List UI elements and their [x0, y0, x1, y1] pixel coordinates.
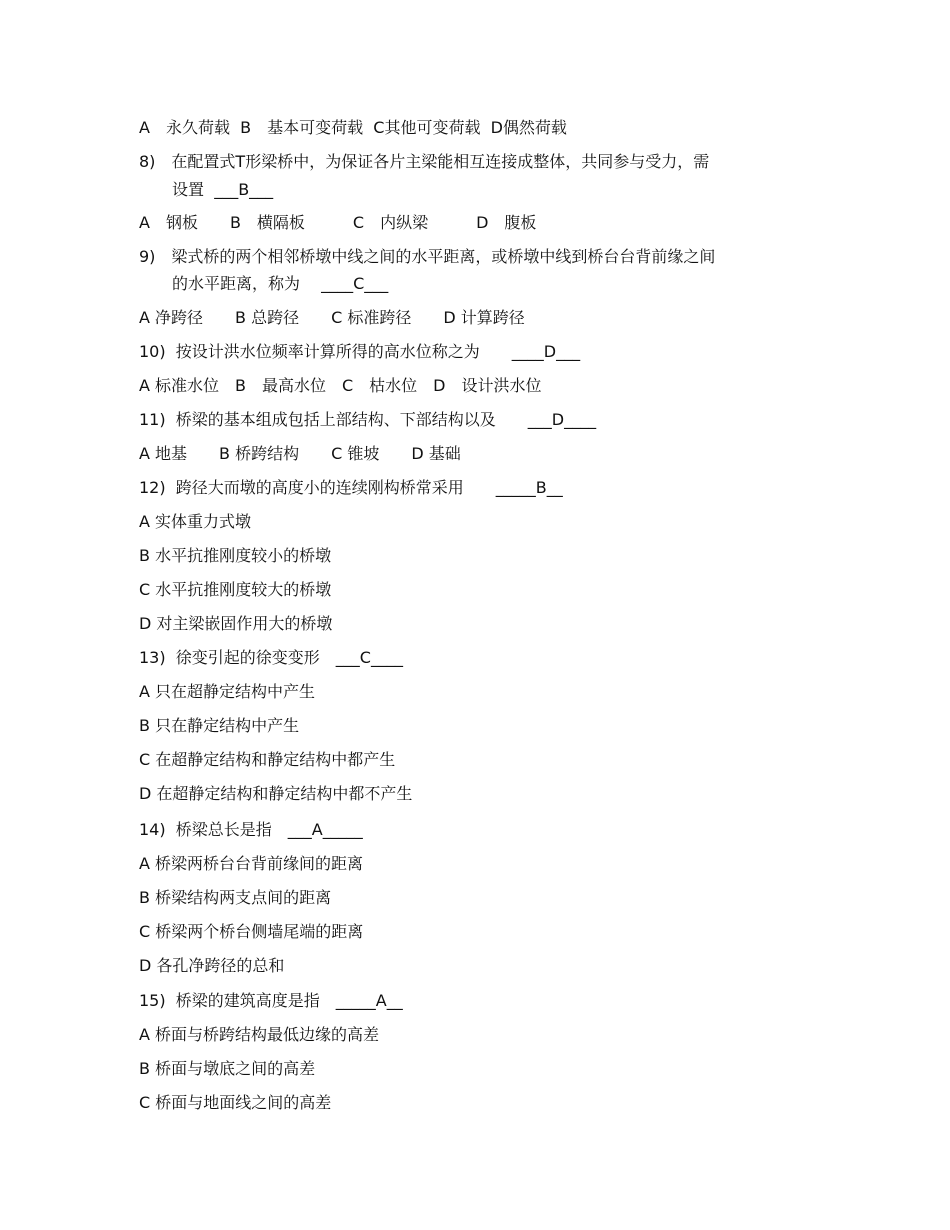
question-14-option-a: A 桥梁两桥台台背前缘间的距离: [139, 854, 364, 873]
question-9-answer: ____C___: [321, 274, 389, 293]
question-12-option-c: C 水平抗推刚度较大的桥墩: [139, 580, 332, 599]
question-13-option-a: A 只在超静定结构中产生: [139, 682, 316, 701]
question-11-answer: ___D____: [527, 410, 597, 429]
question-13-text: 13) 徐变引起的徐变变形: [139, 648, 320, 667]
question-9-options: A 净跨径 B 总跨径 C 标准跨径 D 计算跨径: [139, 308, 525, 327]
question-15-text: 15) 桥梁的建筑高度是指: [139, 991, 320, 1010]
question-15-answer: _____A__: [335, 991, 403, 1010]
question-10-answer: ____D___: [511, 342, 581, 361]
question-15: [139, 991, 403, 1011]
question-15-option-c: C 桥面与地面线之间的高差: [139, 1093, 332, 1112]
question-14-option-c: C 桥梁两个桥台侧墙尾端的距离: [139, 922, 364, 941]
question-14-option-d: D 各孔净跨径的总和: [139, 956, 285, 975]
question-8-continuation: [172, 180, 273, 200]
question-15-option-a: A 桥面与桥跨结构最低边缘的高差: [139, 1025, 380, 1044]
question-10-text: 10) 按设计洪水位频率计算所得的高水位称之为: [139, 342, 480, 361]
question-8-options: A 钢板 B 横隔板 C 内纵梁 D 腹板: [139, 213, 537, 232]
question-13-option-d: D 在超静定结构和静定结构中都不产生: [139, 784, 413, 803]
question-12-option-d: D 对主梁嵌固作用大的桥墩: [139, 614, 333, 633]
question-11-text: 11) 桥梁的基本组成包括上部结构、下部结构以及: [139, 410, 496, 429]
question-8-answer: ___B___: [214, 180, 274, 199]
question-8-text: 8) 在配置式T形梁桥中，为保证各片主梁能相互连接成整体，共同参与受力，需: [139, 152, 710, 171]
question-9-prompt: 的水平距离，称为: [172, 274, 301, 293]
question-11: [139, 410, 596, 430]
options-line-q7: A 永久荷载 B 基本可变荷载 C其他可变荷载 D偶然荷载: [139, 118, 567, 137]
question-14: [139, 820, 363, 840]
question-9-text: 9) 梁式桥的两个相邻桥墩中线之间的水平距离，或桥墩中线到桥台台背前缘之间: [139, 247, 716, 266]
question-11-options: A 地基 B 桥跨结构 C 锥坡 D 基础: [139, 444, 461, 463]
question-12-option-b: B 水平抗推刚度较小的桥墩: [139, 546, 332, 565]
question-12-answer: _____B__: [495, 478, 563, 497]
question-12: [139, 478, 563, 498]
question-13: [139, 648, 403, 668]
question-13-option-c: C 在超静定结构和静定结构中都产生: [139, 750, 396, 769]
question-12-text: 12) 跨径大而墩的高度小的连续刚构桥常采用: [139, 478, 464, 497]
question-14-answer: ___A_____: [287, 820, 363, 839]
question-9-continuation: [172, 274, 388, 294]
question-14-option-b: B 桥梁结构两支点间的距离: [139, 888, 332, 907]
question-13-option-b: B 只在静定结构中产生: [139, 716, 300, 735]
question-10: [139, 342, 580, 362]
question-10-options: A 标准水位 B 最高水位 C 枯水位 D 设计洪水位: [139, 376, 542, 395]
question-14-text: 14) 桥梁总长是指: [139, 820, 272, 839]
question-12-option-a: A 实体重力式墩: [139, 512, 252, 531]
question-15-option-b: B 桥面与墩底之间的高差: [139, 1059, 316, 1078]
question-8-prompt: 设置: [172, 180, 205, 199]
question-13-answer: ___C____: [335, 648, 403, 667]
